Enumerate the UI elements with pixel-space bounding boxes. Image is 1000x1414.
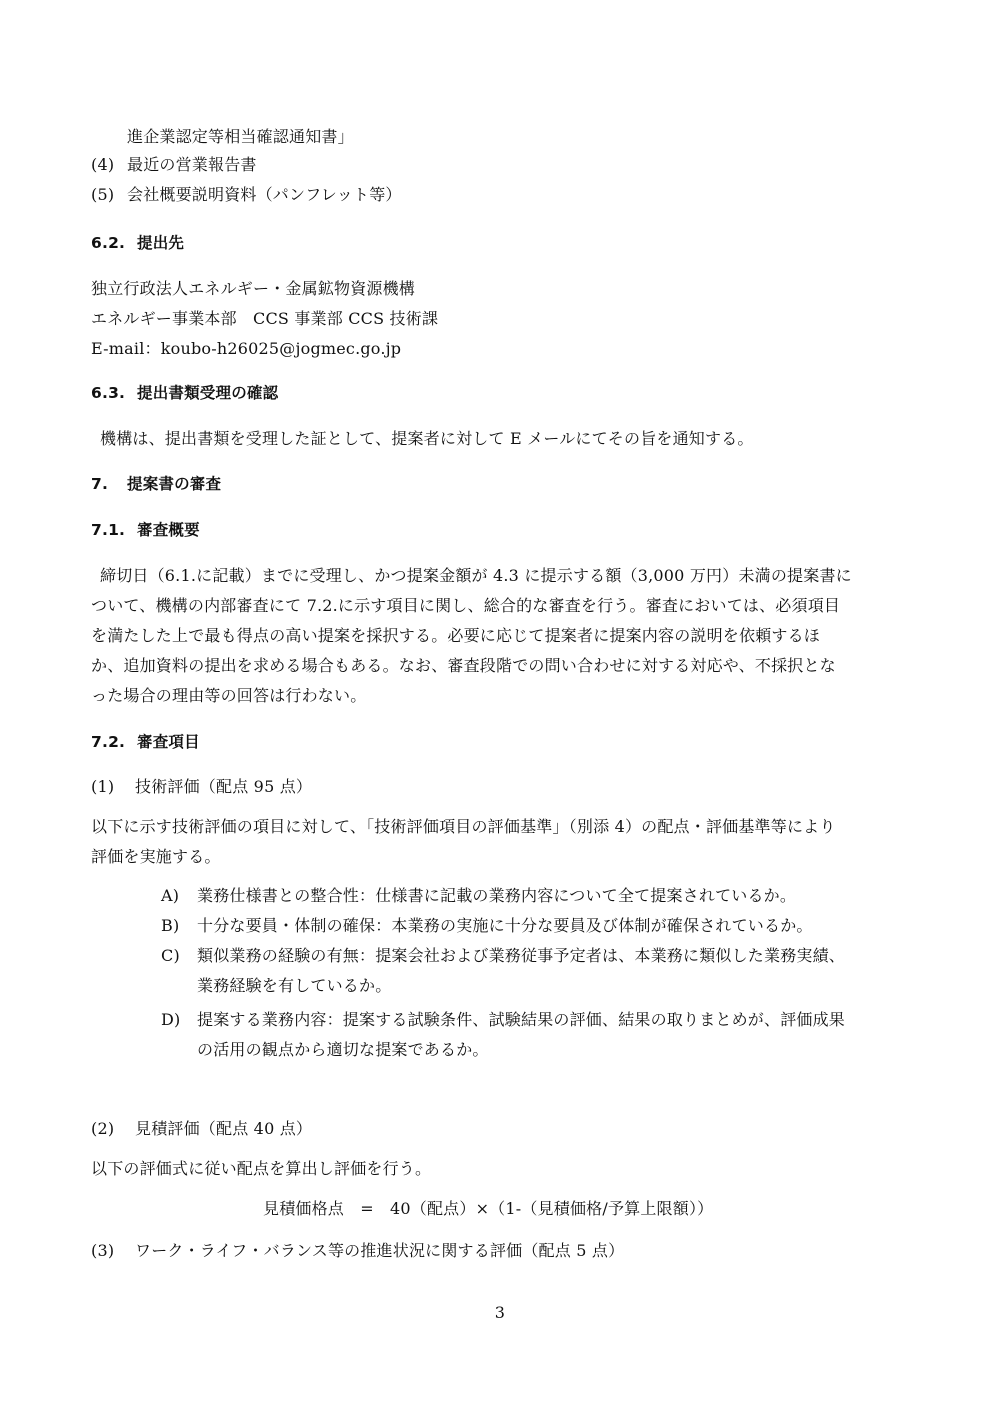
- paragraph-line: 締切日（6.1.に記載）までに受理し、かつ提案金額が 4.3 に提示する額（3,000 万円）未満の提案書に: [100, 566, 852, 585]
- paragraph-line: ついて、機構の内部審査にて 7.2.に示す項目に関し、総合的な審査を行う。審査においては、必須項目: [91, 596, 841, 615]
- paragraph-line: 以下の評価式に従い配点を算出し評価を行う。: [91, 1159, 432, 1178]
- section-heading-7: [91, 475, 908, 493]
- section-title: 提出先: [137, 234, 185, 252]
- section-title: 提出書類受理の確認: [137, 384, 279, 402]
- criterion-label: D): [161, 1010, 181, 1029]
- section-title: 提案書の審査: [127, 475, 222, 493]
- criterion-text-continued: の活用の観点から適切な提案であるか。: [197, 1040, 489, 1059]
- criterion-text: 業務仕様書との整合性：仕様書に記載の業務内容について全て提案されているか。: [197, 886, 797, 905]
- criterion-item: [161, 1011, 908, 1029]
- paragraph-line: 評価を実施する。: [91, 847, 221, 866]
- list-item-number: (4): [91, 155, 115, 174]
- section-title: 審査概要: [137, 521, 200, 539]
- section-number: 7.: [91, 475, 109, 493]
- paragraph-line: 以下に示す技術評価の項目に対して、「技術評価項目の評価基準」（別添 4）の配点・評価基準等により: [91, 817, 836, 836]
- criterion-item: [161, 887, 908, 905]
- item-number: (1): [91, 777, 115, 796]
- criterion-text-continued: 業務経験を有しているか。: [197, 976, 392, 995]
- criterion-label: B): [161, 916, 180, 935]
- address-line: エネルギー事業本部 CCS 事業部 CCS 技術課: [91, 309, 439, 328]
- item-title: 見積評価（配点 40 点）: [135, 1119, 313, 1138]
- criterion-text: 類似業務の経験の有無：提案会社および業務従事予定者は、本業務に類似した業務実績、: [197, 946, 846, 965]
- criterion-text: 十分な要員・体制の確保：本業務の実施に十分な要員及び体制が確保されているか。: [197, 916, 813, 935]
- list-item-number: (5): [91, 185, 115, 204]
- item-number: (2): [91, 1119, 115, 1138]
- item-title: 技術評価（配点 95 点）: [135, 777, 313, 796]
- section-number: 7.1.: [91, 521, 126, 539]
- criterion-item: [161, 917, 908, 935]
- list-item-text: 最近の営業報告書: [127, 155, 257, 174]
- paragraph-line: を満たした上で最も得点の高い提案を採択する。必要に応じて提案者に提案内容の説明を依頼するほ: [91, 626, 821, 645]
- criterion-item: [161, 947, 908, 965]
- evaluation-item-heading: [91, 1242, 908, 1260]
- section-title: 審査項目: [137, 733, 200, 751]
- paragraph: 機構は、提出書類を受理した証として、提案者に対して E メールにてその旨を通知する。: [100, 429, 754, 448]
- section-heading-6-2: [91, 234, 908, 252]
- list-item: [91, 186, 908, 204]
- item-title: ワーク・ライフ・バランス等の推進状況に関する評価（配点 5 点）: [135, 1241, 625, 1260]
- section-heading-6-3: [91, 384, 908, 402]
- formula: 見積価格点 = 40（配点）×（1-（見積価格/予算上限額））: [263, 1199, 714, 1218]
- criterion-label: C): [161, 946, 180, 965]
- section-heading-7-2: [91, 733, 908, 751]
- continued-line: 進企業認定等相当確認通知書」: [127, 127, 354, 146]
- page-number: 3: [494, 1303, 506, 1322]
- evaluation-item-heading: [91, 1120, 908, 1138]
- section-number: 7.2.: [91, 733, 126, 751]
- criterion-label: A): [161, 886, 180, 905]
- list-item: [91, 156, 908, 174]
- section-number: 6.2.: [91, 234, 126, 252]
- email-line: E-mail：koubo-h26025@jogmec.go.jp: [91, 339, 402, 358]
- section-number: 6.3.: [91, 384, 126, 402]
- item-number: (3): [91, 1241, 115, 1260]
- criterion-text: 提案する業務内容：提案する試験条件、試験結果の評価、結果の取りまとめが、評価成果: [197, 1010, 846, 1029]
- list-item-text: 会社概要説明資料（パンフレット等）: [127, 185, 402, 204]
- paragraph-line: か、追加資料の提出を求める場合もある。なお、審査段階での問い合わせに対する対応や、不採択とな: [91, 656, 836, 675]
- paragraph-line: った場合の理由等の回答は行わない。: [91, 686, 367, 705]
- evaluation-item-heading: [91, 778, 908, 796]
- address-line: 独立行政法人エネルギー・金属鉱物資源機構: [91, 279, 416, 298]
- section-heading-7-1: [91, 521, 908, 539]
